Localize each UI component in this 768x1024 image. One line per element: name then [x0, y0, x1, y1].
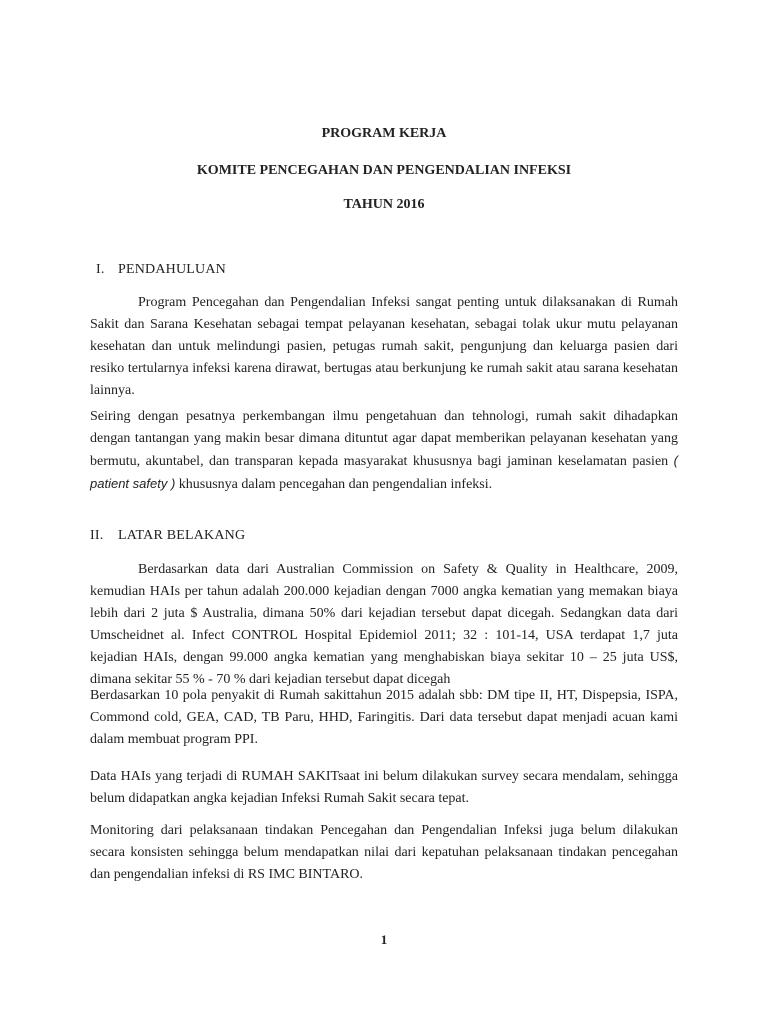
section-heading-latar-belakang	[90, 527, 245, 545]
paragraph-pendahuluan-2	[90, 406, 678, 496]
section-title: LATAR BELAKANG	[118, 528, 246, 543]
section-heading-pendahuluan	[90, 261, 226, 279]
section-title: PENDAHULUAN	[118, 262, 226, 277]
paragraph-latar-belakang-2: Berdasarkan 10 pola penyakit di Rumah sakittahun 2015 adalah sbb: DM tipe II, HT, Dispepsia, ISPA, Commond cold, GEA, CAD, TB Paru, HHD, Faringitis. Dari data tersebut dapat menjadi acuan kami dalam membuat program PPI.	[90, 688, 678, 747]
patient-safety-italic: ( patient safety )	[90, 453, 678, 491]
paragraph-latar-belakang-1: Berdasarkan data dari Australian Commission on Safety & Quality in Healthcare, 2009, kemudian HAIs per tahun adalah 200.000 kejadian dengan 7000 angka kematian yang memakan biaya lebih dari 2 juta $ Australia, dimana 50% dari kejadian tersebut dapat dicegah. Sedangkan data dari Umscheidnet al. Infect CONTROL Hospital Epidemiol 2011; 32 : 101-14, USA terdapat 1,7 juta kejadian HAIs, dengan 99.000 angka kematian yang menghabiskan biaya sekitar 10 – 25 juta US$, dimana sekitar 55 % - 70 % dari kejadian tersebut dapat dicegah	[90, 562, 678, 687]
section-number: I.	[96, 262, 105, 277]
document-subtitle: KOMITE PENCEGAHAN DAN PENGENDALIAN INFEKSI	[196, 163, 572, 178]
page-number: 1	[380, 932, 388, 947]
paragraph-text: khususnya dalam pencegahan dan pengendalian infeksi.	[175, 477, 493, 492]
document-year: TAHUN 2016	[343, 197, 425, 212]
paragraph-latar-belakang-4: Monitoring dari pelaksanaan tindakan Pencegahan dan Pengendalian Infeksi juga belum dilakukan secara konsisten sehingga belum mendapatkan nilai dari kepatuhan pelaksanaan tindakan pencegahan dan pengendalian infeksi di RS IMC BINTARO.	[90, 823, 678, 882]
document-page	[90, 0, 678, 1024]
document-title: PROGRAM KERJA	[321, 126, 447, 141]
paragraph-pendahuluan-1: Program Pencegahan dan Pengendalian Infeksi sangat penting untuk dilaksanakan di Rumah Sakit dan Sarana Kesehatan sebagai tempat pelayanan kesehatan, sebagai tolak ukur mutu pelayanan kesehatan dan untuk melindungi pasien, petugas rumah sakit, pengunjung dan keluarga pasien dari resiko tertularnya infeksi karena dirawat, bertugas atau berkunjung ke rumah sakit atau sarana kesehatan lainnya.	[90, 295, 678, 398]
paragraph-latar-belakang-3: Data HAIs yang terjadi di RUMAH SAKITsaat ini belum dilakukan survey secara mendalam, sehingga belum didapatkan angka kejadian Infeksi Rumah Sakit secara tepat.	[90, 769, 678, 806]
paragraph-text: Seiring dengan pesatnya perkembangan ilmu pengetahuan dan tehnologi, rumah sakit dihadapkan dengan tantangan yang makin besar dimana dituntut agar dapat memberikan pelayanan kesehatan yang bermutu, akuntabel, dan transparan kepada masyarakat khususnya bagi jaminan keselamatan pasien	[90, 409, 678, 469]
section-number: II.	[90, 528, 104, 543]
